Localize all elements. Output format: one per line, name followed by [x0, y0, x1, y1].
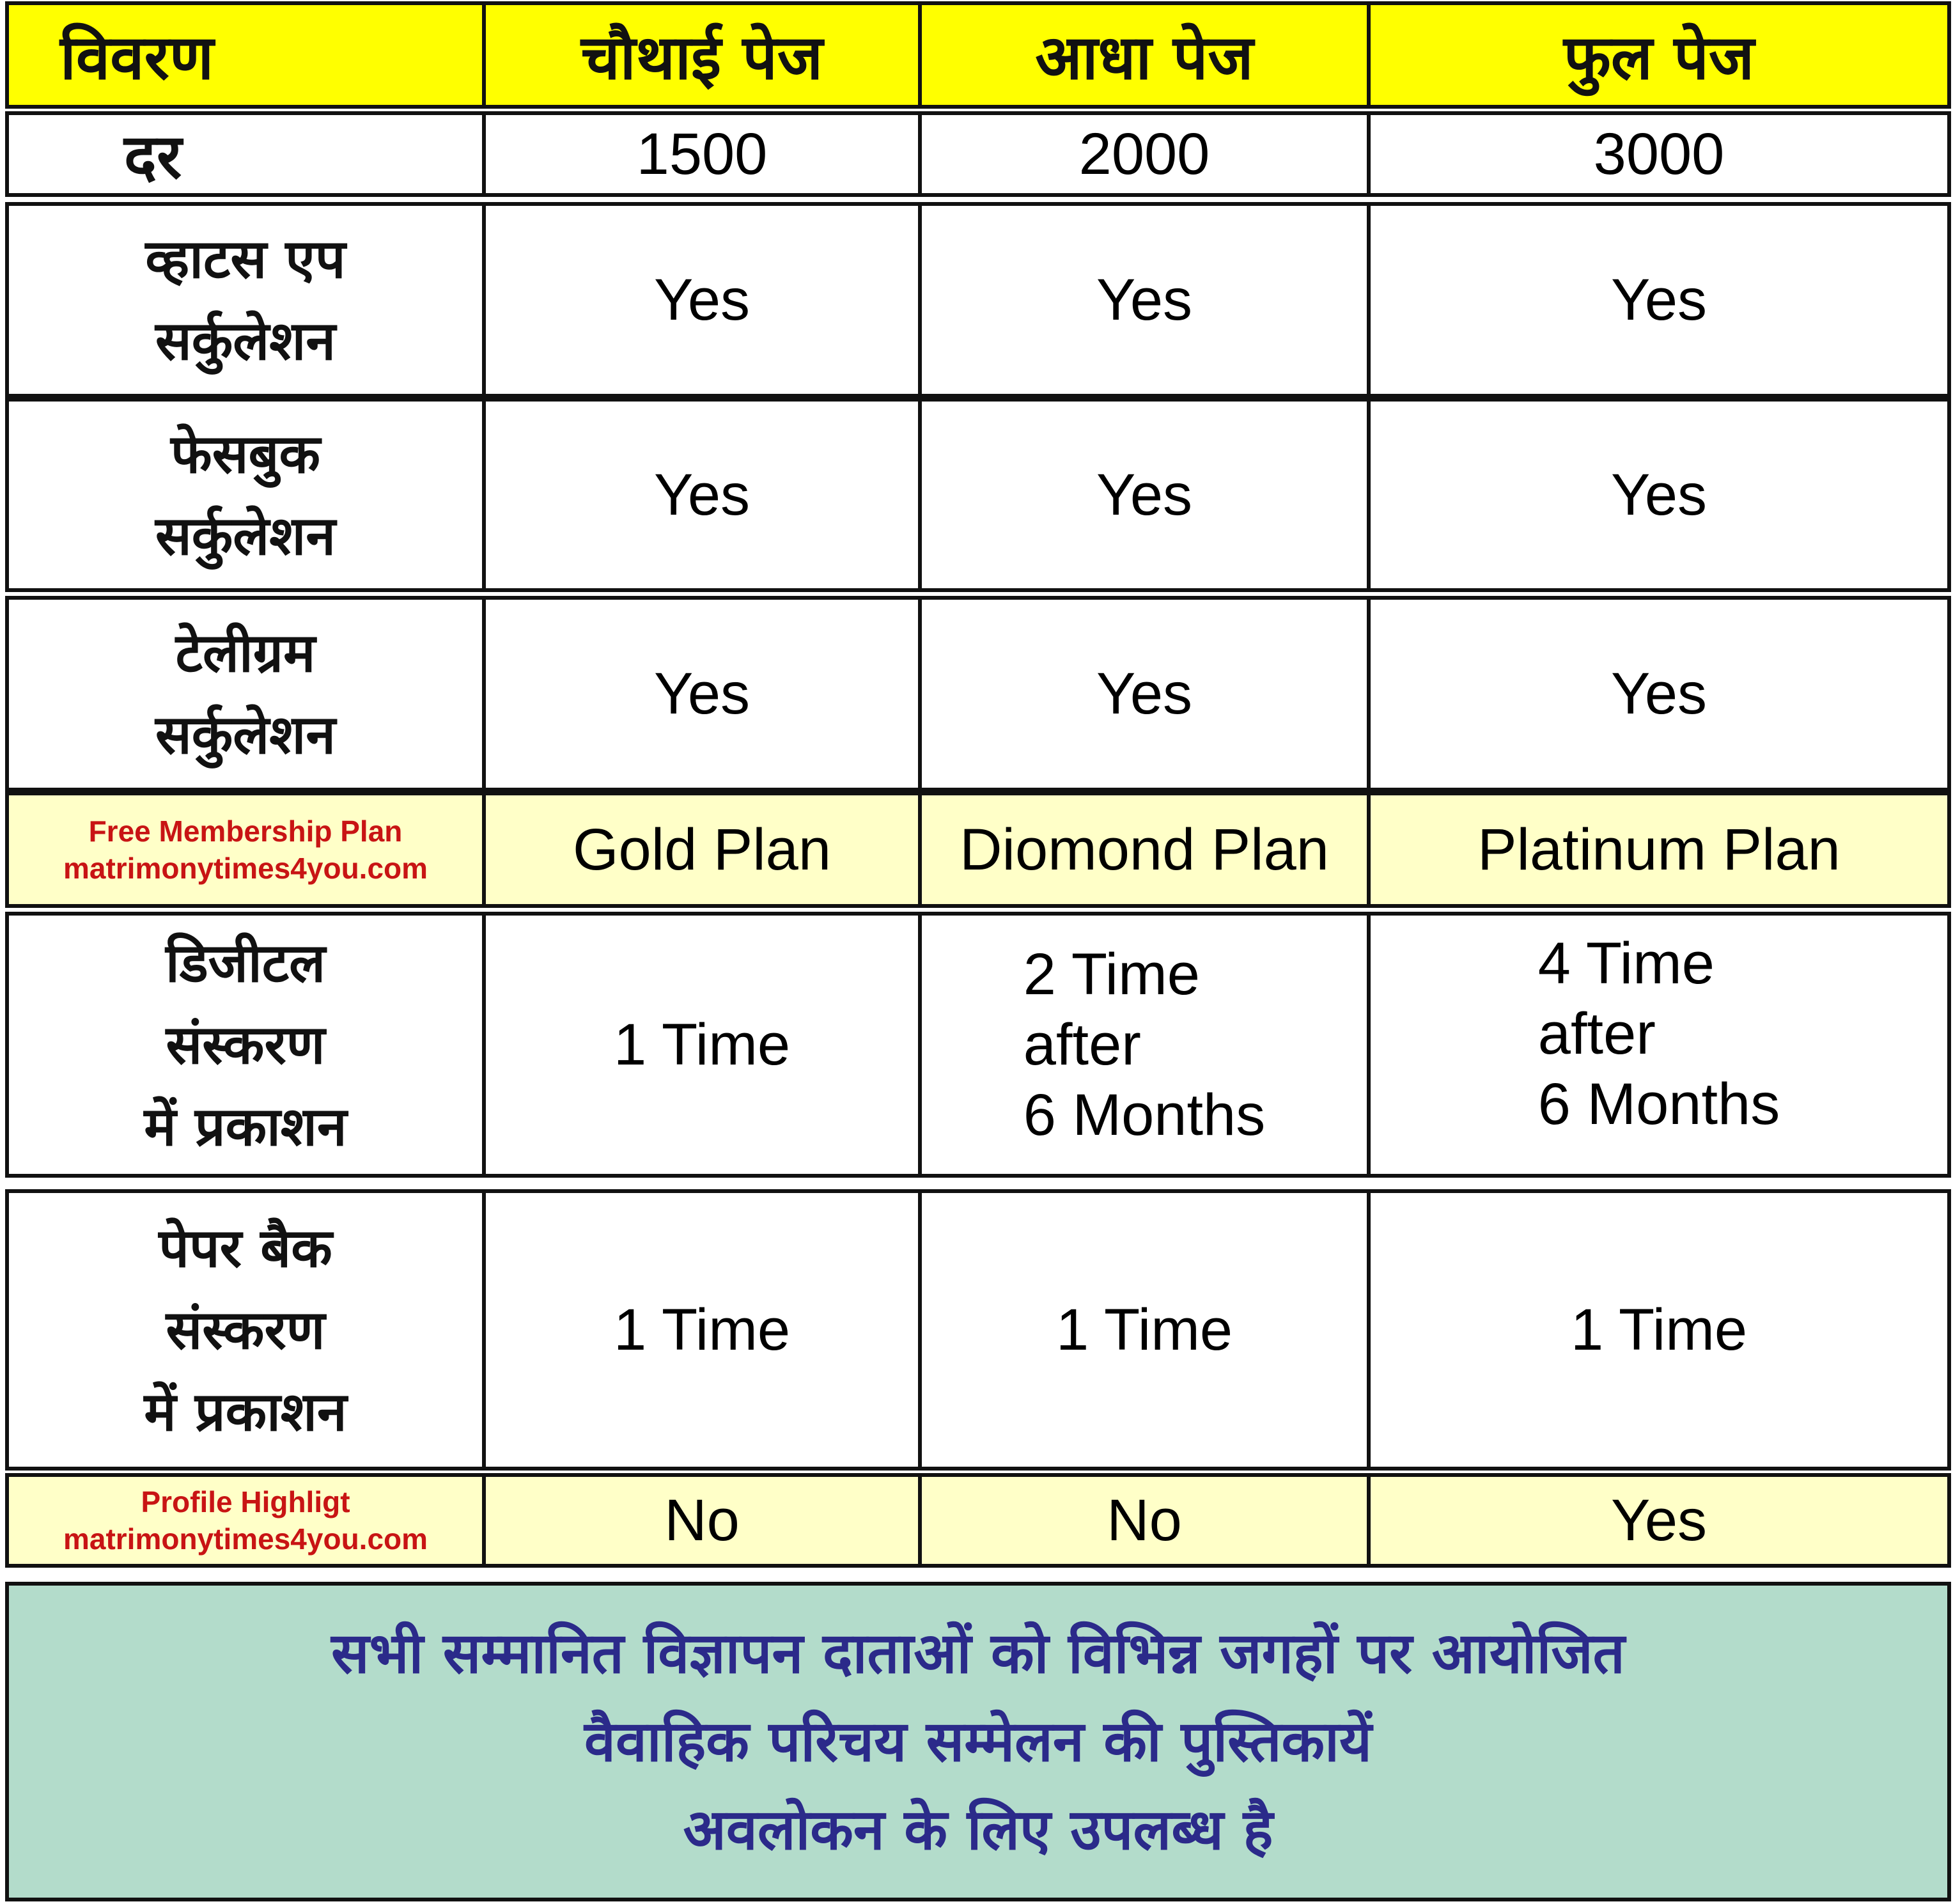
banner-line2: वैवाहिक परिचय सम्मेलन की पुस्तिकायें — [584, 1708, 1372, 1774]
telegram-label-line2: सर्कुलेशन — [155, 703, 336, 766]
whatsapp-label-line2: सर्कुलेशन — [155, 309, 336, 372]
paperback-label-line1: पेपर बैक — [159, 1217, 332, 1279]
rate-half-cell — [922, 115, 1371, 193]
whatsapp-half-value: Yes — [1096, 267, 1193, 332]
gold-plan-label: Gold Plan — [572, 816, 832, 882]
whatsapp-label-cell — [9, 206, 486, 394]
telegram-quarter-value: Yes — [653, 660, 751, 726]
whatsapp-quarter-cell — [486, 206, 922, 394]
digital-full-value — [1538, 928, 1780, 1139]
digital-full-line2: after — [1537, 1001, 1656, 1066]
digital-label-line1: डिजीटल — [165, 932, 326, 994]
rate-half-value: 2000 — [1078, 121, 1210, 187]
membership-full-cell — [1371, 795, 1947, 904]
facebook-full-value: Yes — [1610, 462, 1708, 527]
whatsapp-full-cell — [1371, 206, 1947, 394]
paperback-quarter-cell — [486, 1193, 922, 1467]
whatsapp-half-cell — [922, 206, 1371, 394]
highlight-quarter-cell — [486, 1477, 922, 1564]
table-row-telegram — [5, 596, 1951, 792]
digital-label-line3: में प्रकाशन — [144, 1095, 347, 1158]
paperback-label-line3: में प्रकाशन — [144, 1380, 347, 1443]
telegram-label-line1: टेलीग्रम — [175, 621, 316, 684]
facebook-quarter-value: Yes — [653, 462, 751, 527]
header-cell-full-page — [1371, 5, 1947, 105]
table-row-digital-edition — [5, 912, 1951, 1178]
highlight-quarter-value: No — [664, 1487, 740, 1553]
digital-half-line2: after — [1023, 1012, 1141, 1077]
digital-label-line2: संस्करण — [166, 1013, 325, 1076]
digital-full-line1: 4 Time — [1537, 931, 1715, 996]
table-row-rate — [5, 111, 1951, 197]
digital-full-line3: 6 Months — [1537, 1072, 1780, 1137]
table-row-whatsapp — [5, 202, 1951, 398]
paperback-half-value: 1 Time — [1055, 1297, 1233, 1362]
footer-banner — [5, 1582, 1951, 1901]
digital-full-cell — [1371, 916, 1947, 1174]
telegram-full-cell — [1371, 600, 1947, 788]
paperback-full-cell — [1371, 1193, 1947, 1467]
paperback-full-value: 1 Time — [1570, 1297, 1748, 1362]
highlight-full-value: Yes — [1610, 1487, 1708, 1553]
rate-label: दर — [124, 120, 182, 192]
rate-label-cell — [9, 115, 486, 193]
paperback-label-cell — [9, 1193, 486, 1467]
facebook-full-cell — [1371, 402, 1947, 588]
platinum-plan-label: Platinum Plan — [1477, 816, 1840, 882]
digital-half-line3: 6 Months — [1023, 1082, 1266, 1148]
whatsapp-label-line1: व्हाटस एप — [145, 228, 346, 290]
diomond-plan-label: Diomond Plan — [960, 816, 1329, 882]
header-description-label: विवरण — [60, 21, 214, 93]
highlight-label-cell — [9, 1477, 486, 1564]
table-row-profile-highlight — [5, 1473, 1951, 1568]
header-cell-quarter-page — [486, 5, 922, 105]
facebook-label-cell — [9, 402, 486, 588]
digital-half-line1: 2 Time — [1023, 942, 1200, 1007]
paperback-half-cell — [922, 1193, 1371, 1467]
facebook-half-cell — [922, 402, 1371, 588]
rate-quarter-cell — [486, 115, 922, 193]
banner-line1: सभी सम्मानित विज्ञापन दाताओं को विभिन्न जगहों पर आयोजित — [331, 1620, 1625, 1686]
telegram-full-value: Yes — [1610, 660, 1708, 726]
rate-full-cell — [1371, 115, 1947, 193]
highlight-full-cell — [1371, 1477, 1947, 1564]
header-cell-description — [9, 5, 486, 105]
header-half-page-label: आधा पेज — [1035, 21, 1254, 93]
facebook-quarter-cell — [486, 402, 922, 588]
rate-full-value: 3000 — [1593, 121, 1725, 187]
membership-website-label: matrimonytimes4you.com — [63, 852, 428, 885]
telegram-quarter-cell — [486, 600, 922, 788]
rate-quarter-value: 1500 — [636, 121, 768, 187]
header-cell-half-page — [922, 5, 1371, 105]
table-row-paperback-edition — [5, 1189, 1951, 1471]
highlight-half-cell — [922, 1477, 1371, 1564]
facebook-label-line1: फेसबुक — [170, 423, 321, 485]
table-header-row — [5, 1, 1951, 109]
facebook-half-value: Yes — [1096, 462, 1193, 527]
highlight-website-label: matrimonytimes4you.com — [63, 1522, 428, 1556]
membership-label-cell — [9, 795, 486, 904]
paperback-label-line2: संस्करण — [166, 1299, 325, 1361]
telegram-half-value: Yes — [1096, 660, 1193, 726]
facebook-label-line2: सर्कुलेशन — [155, 504, 336, 567]
highlight-label-line1: Profile Highligt — [141, 1485, 350, 1518]
telegram-label-cell — [9, 600, 486, 788]
whatsapp-full-value: Yes — [1610, 267, 1708, 332]
table-row-facebook — [5, 398, 1951, 592]
header-quarter-page-label: चौथाई पेज — [580, 21, 823, 93]
telegram-half-cell — [922, 600, 1371, 788]
whatsapp-quarter-value: Yes — [653, 267, 751, 332]
paperback-quarter-value: 1 Time — [613, 1297, 791, 1362]
membership-label-line1: Free Membership Plan — [88, 815, 403, 848]
membership-half-cell — [922, 795, 1371, 904]
table-row-membership-plan — [5, 792, 1951, 908]
digital-quarter-cell — [486, 916, 922, 1174]
membership-quarter-cell — [486, 795, 922, 904]
banner-line3: अवलोकन के लिए उपलब्ध है — [683, 1797, 1273, 1862]
digital-quarter-value: 1 Time — [613, 1011, 791, 1077]
digital-half-cell — [922, 916, 1371, 1174]
highlight-half-value: No — [1107, 1487, 1182, 1553]
digital-label-cell — [9, 916, 486, 1174]
digital-half-value — [1023, 939, 1265, 1150]
header-full-page-label: फुल पेज — [1563, 21, 1755, 93]
